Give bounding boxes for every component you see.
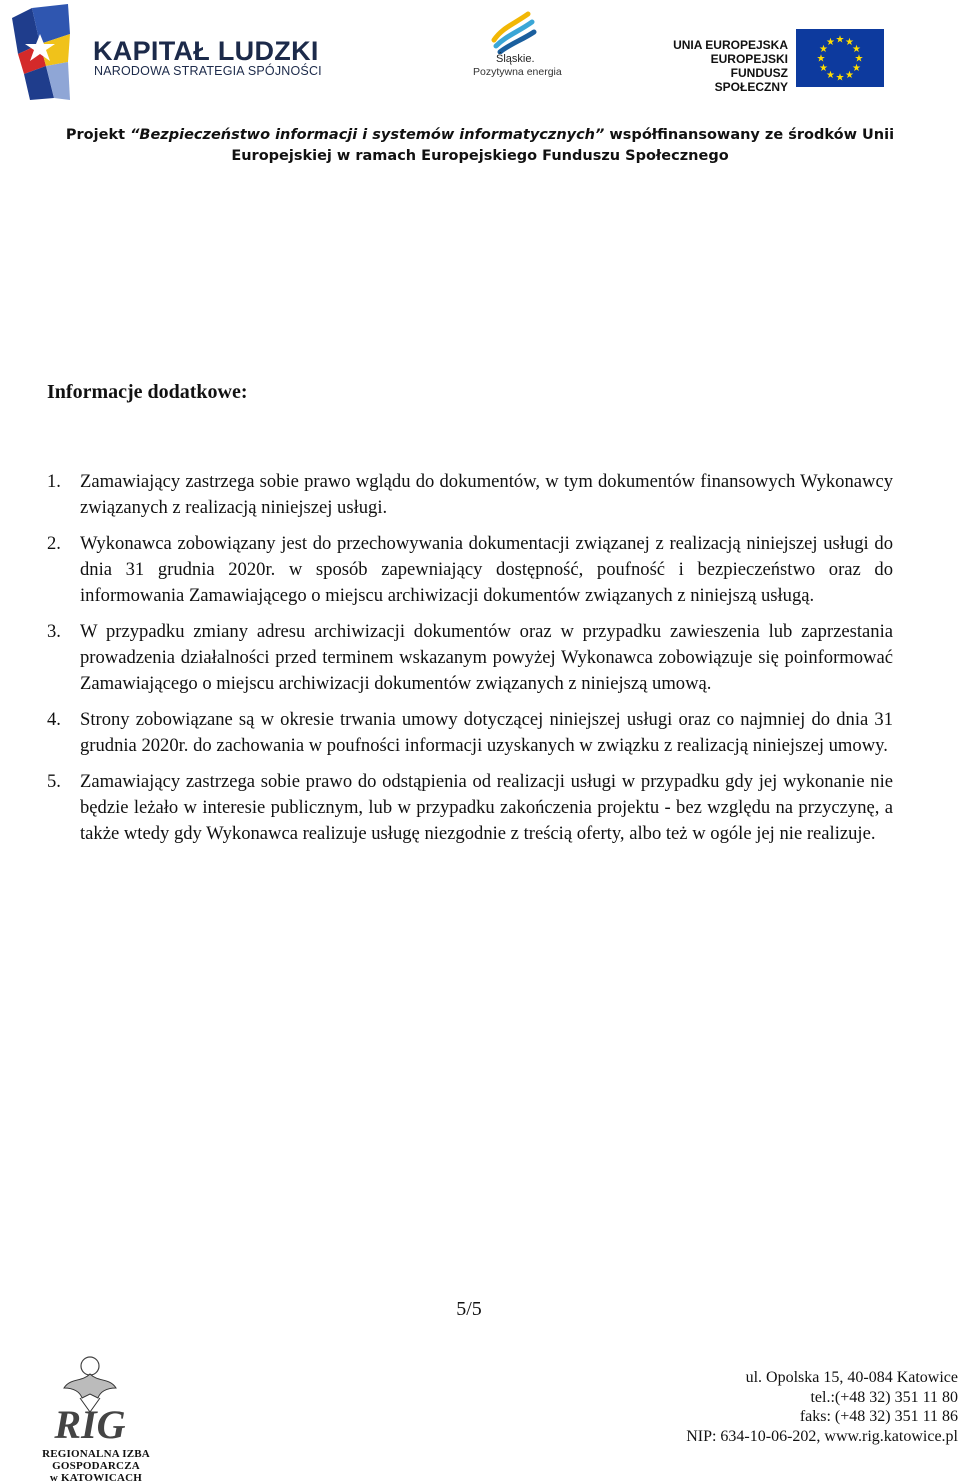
list-item-number: 4.: [47, 709, 61, 730]
list-item: [47, 769, 893, 847]
kapital-ludzki-logo-icon: [10, 4, 72, 100]
eu-star-icon: ★: [819, 44, 828, 55]
project-line-2: Europejskiej w ramach Europejskiego Funduszu Społecznego: [231, 148, 729, 164]
list-item-text: W przypadku zmiany adresu archiwizacji dokumentów oraz w przypadku zawieszenia lub zaprzestania prowadzenia działalności przed terminem wskazanym powyżej Wykonawca zobowiązuje się poinformować Zamawiającego o miejscu archiwizacji dokumentów związanych z niniejszą umową.: [80, 621, 893, 694]
fax: faks: (+48 32) 351 11 86: [799, 1408, 958, 1425]
rig-name-line-1: REGIONALNA IZBA GOSPODARCZA: [42, 1448, 150, 1472]
slaskie-name: Śląskie.: [496, 53, 535, 65]
kapital-ludzki-subtitle: NARODOWA STRATEGIA SPÓJNOŚCI: [94, 64, 322, 78]
phone: tel.:(+48 32) 351 11 80: [810, 1388, 958, 1406]
eu-line-3: FUNDUSZ SPOŁECZNY: [714, 66, 788, 94]
eu-star-icon: ★: [835, 72, 845, 84]
list-item: [47, 469, 893, 521]
project-banner: [40, 125, 920, 167]
list-item-number: 3.: [47, 621, 61, 642]
eu-star-icon: ★: [845, 70, 854, 81]
rig-organization-name: [4, 1448, 188, 1484]
eu-star-icon: ★: [852, 63, 861, 74]
contact-block: [600, 1368, 958, 1446]
info-list: [47, 469, 893, 857]
eu-star-icon: ★: [819, 63, 828, 74]
eu-star-icon: ★: [852, 44, 861, 55]
list-item-number: 1.: [47, 471, 61, 492]
project-title: “Bezpieczeństwo informacji i systemów informatycznych”: [130, 127, 605, 143]
eu-flag-icon: [796, 29, 884, 87]
eu-star-icon: ★: [845, 37, 854, 48]
rig-emblem-icon: [30, 1352, 160, 1444]
project-prefix: Projekt: [65, 127, 131, 143]
eu-line-1: UNIA EUROPEJSKA: [673, 38, 788, 52]
eu-line-2: EUROPEJSKI: [710, 52, 788, 66]
list-item-number: 2.: [47, 533, 61, 554]
slaskie-tagline: Pozytywna energia: [473, 66, 562, 78]
list-item: [47, 531, 893, 609]
page-number: 5/5: [456, 1298, 482, 1320]
section-heading: Informacje dodatkowe:: [47, 381, 248, 403]
list-item-text: Zamawiający zastrzega sobie prawo do odstąpienia od realizacji usługi w przypadku gdy jej wykonanie nie będzie leżało w interesie publicznym, lub w przypadku zakończenia projektu - bez względu na przyczynę, a także wtedy gdy Wykonawca realizuje usługę niezgodnie z treścią oferty, albo też w ogóle jej nie realizuje.: [80, 771, 893, 844]
eu-star-icon: ★: [816, 53, 826, 65]
address: ul. Opolska 15, 40-084 Katowice: [745, 1369, 958, 1386]
eu-star-icon: ★: [826, 37, 835, 48]
rig-name-line-2: w KATOWICACH: [49, 1472, 143, 1484]
project-line-1: [40, 125, 920, 146]
list-item-number: 5.: [47, 771, 61, 792]
list-item-text: Strony zobowiązane są w okresie trwania umowy dotyczącej niniejszej usługi oraz co najmniej do dnia 31 grudnia 2020r. do zachowania w poufności informacji uzyskanych w związku z realizacją niniejszej umowy.: [80, 709, 893, 756]
kapital-ludzki-title: KAPITAŁ LUDZKI: [93, 36, 319, 66]
project-suffix: współfinansowany ze środków Unii: [604, 127, 895, 143]
list-item-text: Wykonawca zobowiązany jest do przechowywania dokumentacji związanej z realizacją niniejszej usługi do dnia 31 grudnia 2020r. w sposób zapewniający dostępność, poufność i bezpieczeństwo oraz do informowania Zamawiającego o miejscu archiwizacji dokumentów związanych z niniejszą usługą.: [80, 533, 893, 606]
rig-monogram: RIG: [54, 1402, 126, 1444]
list-item: [47, 619, 893, 697]
list-item: [47, 707, 893, 759]
eu-fund-label: [668, 38, 788, 94]
nip-website: NIP: 634-10-06-202, www.rig.katowice.pl: [686, 1427, 958, 1445]
eu-star-icon: ★: [826, 70, 835, 81]
eu-star-icon: ★: [854, 53, 864, 65]
list-item-text: Zamawiający zastrzega sobie prawo wglądu do dokumentów, w tym dokumentów finansowych Wykonawcy związanych z realizacją niniejszej usługi.: [80, 471, 893, 518]
slaskie-logo-icon: [488, 10, 538, 54]
eu-star-icon: ★: [835, 34, 845, 46]
